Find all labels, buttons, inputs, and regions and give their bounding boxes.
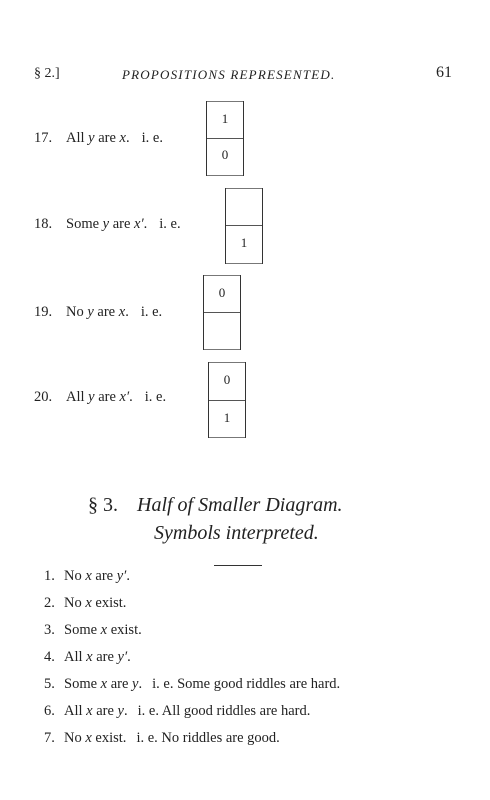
proposition-number: 18. [34,216,53,232]
ie-label: i. e. [137,703,159,719]
var: y [88,389,95,405]
text-part: are [91,568,117,584]
text-part: are [107,676,133,692]
diagram-cell-top: 0 [218,285,226,300]
var: y [132,676,139,692]
text-part: . [123,703,128,719]
diagram-cell-top: 0 [223,372,231,387]
proposition-18 [34,216,181,233]
section-subtitle [154,522,319,545]
list-item [44,568,130,585]
ie-label: i. e. [141,130,163,146]
text-part: exist. [91,730,127,746]
item-number: 3. [44,622,55,638]
proposition-number: 19. [34,304,53,320]
text-part: No [64,595,86,611]
proposition-number: 20. [34,389,53,405]
text-part: . [125,130,130,146]
list-item [44,676,340,693]
list-item [44,649,131,666]
text-part: All [66,389,89,405]
interpretation: Some good riddles are hard. [177,676,341,692]
text-part: . [127,649,131,665]
var: x [100,676,108,692]
item-number: 7. [44,730,55,746]
ie-label: i. e. [144,389,167,405]
proposition-number: 17. [34,130,53,146]
text-part: are [94,130,120,146]
ie-label: i. e. [159,216,181,232]
list-item [44,703,310,720]
list-item [44,595,126,612]
diagram-17 [206,101,244,176]
interpretation: No riddles are good. [161,730,280,746]
divider [214,565,262,566]
diagram-20 [208,362,246,438]
header-title: PROPOSITIONS REPRESENTED. [122,67,336,82]
text-part: No [64,568,86,584]
var: x [85,568,92,584]
text-part: exist. [107,622,142,638]
proposition-17 [34,130,163,147]
diagram-19 [203,275,241,350]
list-item [44,622,142,639]
text-part: . [125,304,129,320]
text-part: are [93,304,119,320]
diagram-cell-top: 1 [221,111,229,126]
var: y [88,130,95,146]
list-item [44,730,280,747]
var: y [102,216,110,232]
var: x′ [119,389,130,405]
interpretation: All good riddles are hard. [161,703,311,719]
section-title-line2: Symbols interpreted. [154,522,319,544]
section-title-line1: Half of Smaller Diagram. [137,494,343,516]
var: x [119,130,126,146]
item-number: 1. [44,568,55,584]
var: x [85,730,92,746]
ie-label: i. e. [152,676,174,692]
var: x [86,649,93,665]
page-number: 61 [436,64,452,81]
text-part: . [129,389,133,405]
text-part: All [64,649,87,665]
var: x [118,304,126,320]
var: x [86,703,93,719]
text-part: exist. [91,595,127,611]
var: y′ [116,568,127,584]
diagram-cell-bottom: 1 [223,410,231,425]
var: x [100,622,108,638]
proposition-19 [34,304,162,321]
text-part: are [92,703,118,719]
diagram-cell-bottom: 1 [240,235,248,250]
text-part: are [109,216,135,232]
text-part: Some [66,216,103,232]
text-part: All [66,130,89,146]
var: x [85,595,92,611]
var: x′ [134,216,144,232]
header-section-ref: § 2.] [34,66,60,81]
text-part: All [64,703,87,719]
text-part: are [92,649,118,665]
var: y [87,304,94,320]
item-number: 5. [44,676,55,692]
section-heading [88,494,343,517]
proposition-20 [34,389,166,406]
item-number: 4. [44,649,55,665]
var: y [117,703,124,719]
text-part: are [94,389,120,405]
diagram-18 [225,188,263,264]
text-part: No [66,304,88,320]
var: y′ [117,649,128,665]
section-number: § 3. [88,494,118,516]
text-part: Some [64,676,101,692]
item-number: 6. [44,703,55,719]
text-part: Some [64,622,101,638]
item-number: 2. [44,595,55,611]
text-part: No [64,730,86,746]
text-part: . [138,676,143,692]
ie-label: i. e. [140,304,163,320]
ie-label: i. e. [136,730,158,746]
text-part: . [143,216,148,232]
text-part: . [126,568,130,584]
diagram-cell-bottom: 0 [221,147,229,162]
